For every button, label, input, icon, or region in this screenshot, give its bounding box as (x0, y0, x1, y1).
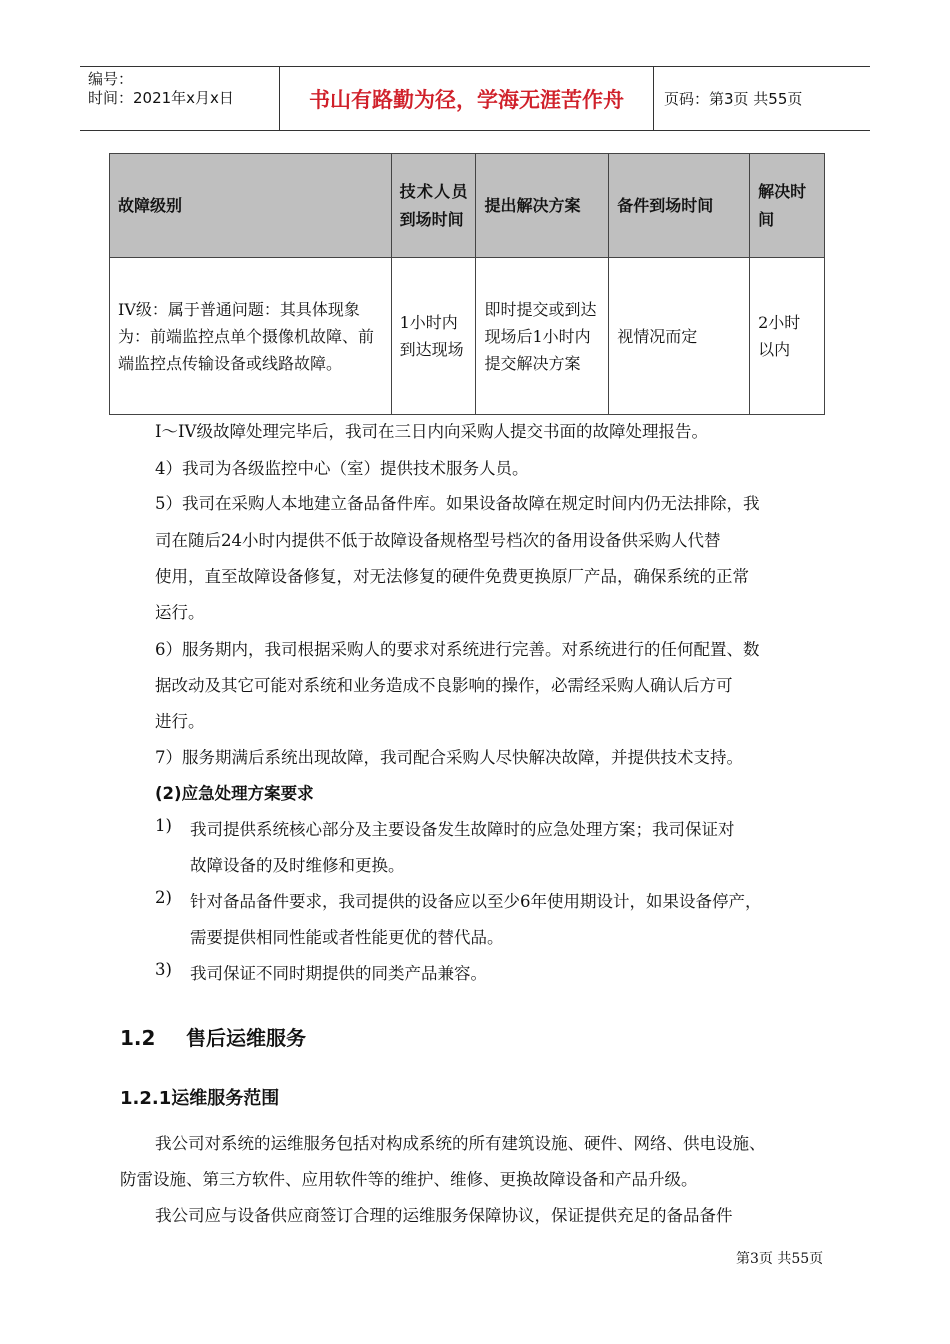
cell-solution: 即时提交或到达现场后1小时内提交解决方案 (476, 258, 609, 415)
emergency-1-line1: 我司提供系统核心部分及主要设备发生故障时的应急处理方案；我司保证对 (190, 820, 735, 839)
emergency-3-line1: 我司保证不同时期提供的同类产品兼容。 (190, 964, 487, 983)
header-page: 页码：第3页 共55页 (664, 90, 803, 108)
para-5-line3: 使用，直至故障设备修复，对无法修复的硬件免费更换原厂产品，确保系统的正常 (155, 567, 749, 586)
table-row (110, 258, 825, 415)
section-title: 售后运维服务 (186, 1026, 306, 1050)
section-number: 1.2 (120, 1026, 156, 1050)
cell-resolve: 2小时以内 (750, 258, 825, 415)
section-para1-line1: 我公司对系统的运维服务包括对构成系统的所有建筑设施、硬件、网络、供电设施、 (155, 1134, 766, 1153)
emergency-2-line1: 针对备品备件要求，我司提供的设备应以至少6年使用期设计，如果设备停产， (190, 892, 762, 911)
th-solution: 提出解决方案 (476, 154, 609, 258)
section-para1-line2: 防雷设施、第三方软件、应用软件等的维护、维修、更换故障设备和产品升级。 (120, 1170, 698, 1189)
page-header (80, 66, 870, 131)
section-heading (120, 1022, 306, 1051)
th-resolve: 解决时间 (750, 154, 825, 258)
fault-table (109, 153, 825, 415)
section-para2-line1: 我公司应与设备供应商签订合理的运维服务保障协议，保证提供充足的备品备件 (155, 1206, 733, 1225)
page-footer: 第3页 共55页 (736, 1251, 824, 1267)
para-5-line2: 司在随后24小时内提供不低于故障设备规格型号档次的备用设备供采购人代替 (155, 531, 721, 550)
emergency-2-line2: 需要提供相同性能或者性能更优的替代品。 (190, 928, 504, 947)
para-6-line3: 进行。 (155, 712, 205, 731)
para-report: I～IV级故障处理完毕后，我司在三日内向采购人提交书面的故障处理报告。 (155, 422, 708, 441)
th-level: 故障级别 (110, 154, 392, 258)
para-7: 7）服务期满后系统出现故障，我司配合采购人尽快解决故障，并提供技术支持。 (155, 748, 743, 767)
header-motto: 书山有路勤为径，学海无涯苦作舟 (280, 67, 654, 130)
header-meta (80, 67, 280, 130)
emergency-2-num: 2) (155, 888, 172, 907)
cell-arrival: 1小时内到达现场 (391, 258, 476, 415)
emergency-title: (2)应急处理方案要求 (155, 784, 314, 803)
emergency-1-line2: 故障设备的及时维修和更换。 (190, 856, 405, 875)
cell-level: IV级：属于普通问题：其具体现象为：前端监控点单个摄像机故障、前端监控点传输设备或线路故障。 (110, 258, 392, 415)
header-date: 时间：2021年x月x日 (88, 89, 234, 107)
para-5-line1: 5）我司在采购人本地建立备品备件库。如果设备故障在规定时间内仍无法排除，我 (155, 494, 760, 513)
subsection-heading: 1.2.1运维服务范围 (120, 1088, 280, 1109)
para-6-line2: 据改动及其它可能对系统和业务造成不良影响的操作，必需经采购人确认后方可 (155, 676, 733, 695)
table-header-row (110, 154, 825, 258)
para-4: 4）我司为各级监控中心（室）提供技术服务人员。 (155, 459, 529, 478)
para-5-line4: 运行。 (155, 603, 205, 622)
cell-parts: 视情况而定 (609, 258, 750, 415)
para-6-line1: 6）服务期内，我司根据采购人的要求对系统进行完善。对系统进行的任何配置、数 (155, 640, 760, 659)
emergency-3-num: 3) (155, 960, 172, 979)
emergency-1-num: 1) (155, 816, 172, 835)
th-parts: 备件到场时间 (609, 154, 750, 258)
header-number: 编号： (88, 70, 134, 88)
th-arrival: 技术人员到场时间 (391, 154, 476, 258)
